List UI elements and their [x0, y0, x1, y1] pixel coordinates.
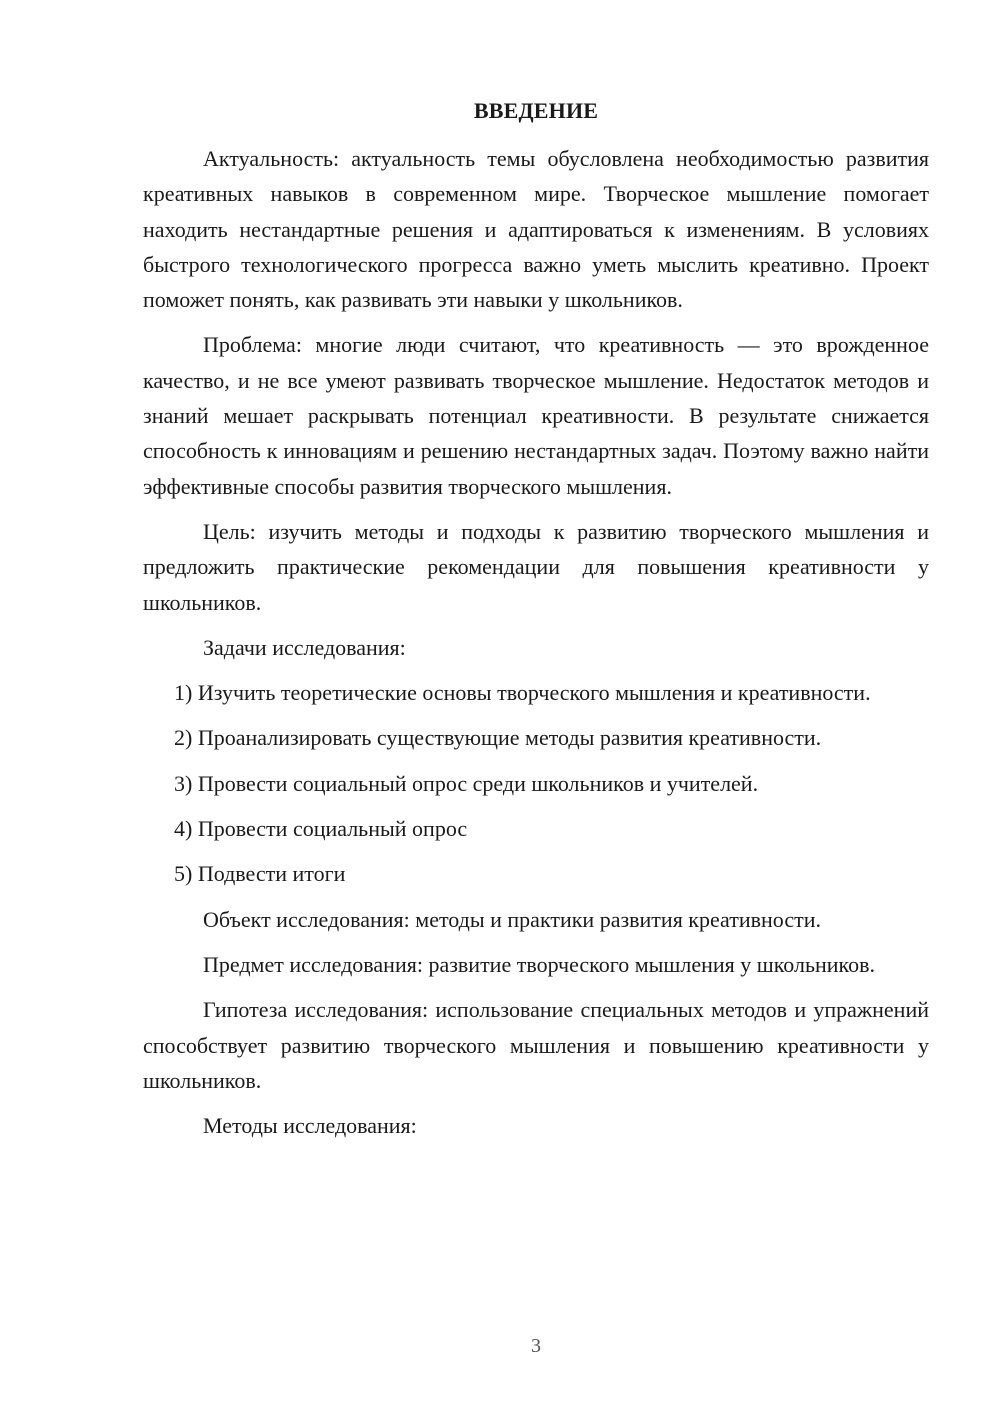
task-item-5: 5) Подвести итоги: [174, 861, 346, 887]
page-number: 3: [531, 1335, 541, 1357]
section-title: ВВЕДЕНИЕ: [473, 98, 599, 123]
problem-paragraph: Проблема: многие люди считают, что креативность — это врожденное качество, и не все умеют развивать творческое мышление. Недостаток методов и знаний мешает раскрывать потенциал креативности. В результате снижается способность к инновациям и решению нестандартных задач. Поэтому важно найти эффективные способы развития творческого мышления.: [143, 332, 929, 499]
document-body: [143, 93, 929, 1153]
hypothesis-paragraph: Гипотеза исследования: использование специальных методов и упражнений способствует развитию творческого мышления и повышению креативности у школьников.: [143, 997, 929, 1093]
tasks-heading: Задачи исследования:: [203, 634, 406, 660]
task-item-1: 1) Изучить теоретические основы творческого мышления и креативности.: [174, 680, 871, 706]
task-item-3: 3) Провести социальный опрос среди школьников и учителей.: [174, 770, 759, 796]
object-paragraph: Объект исследования: методы и практики развития креативности.: [203, 906, 821, 932]
relevance-paragraph: Актуальность: актуальность темы обусловлена необходимостью развития креативных навыков в современном мире. Творческое мышление помогает находить нестандартные решения и адаптироваться к изменениям. В условиях быстрого технологического прогресса важно уметь мыслить креативно. Проект поможет понять, как развивать эти навыки у школьников.: [143, 146, 929, 313]
task-item-4: 4) Провести социальный опрос: [174, 816, 468, 842]
goal-paragraph: Цель: изучить методы и подходы к развитию творческого мышления и предложить практические рекомендации для повышения креативности у школьников.: [143, 518, 929, 615]
methods-heading: Методы исследования:: [203, 1113, 417, 1139]
subject-paragraph: Предмет исследования: развитие творческого мышления у школьников.: [203, 951, 875, 977]
task-item-2: 2) Проанализировать существующие методы развития креативности.: [174, 725, 822, 751]
